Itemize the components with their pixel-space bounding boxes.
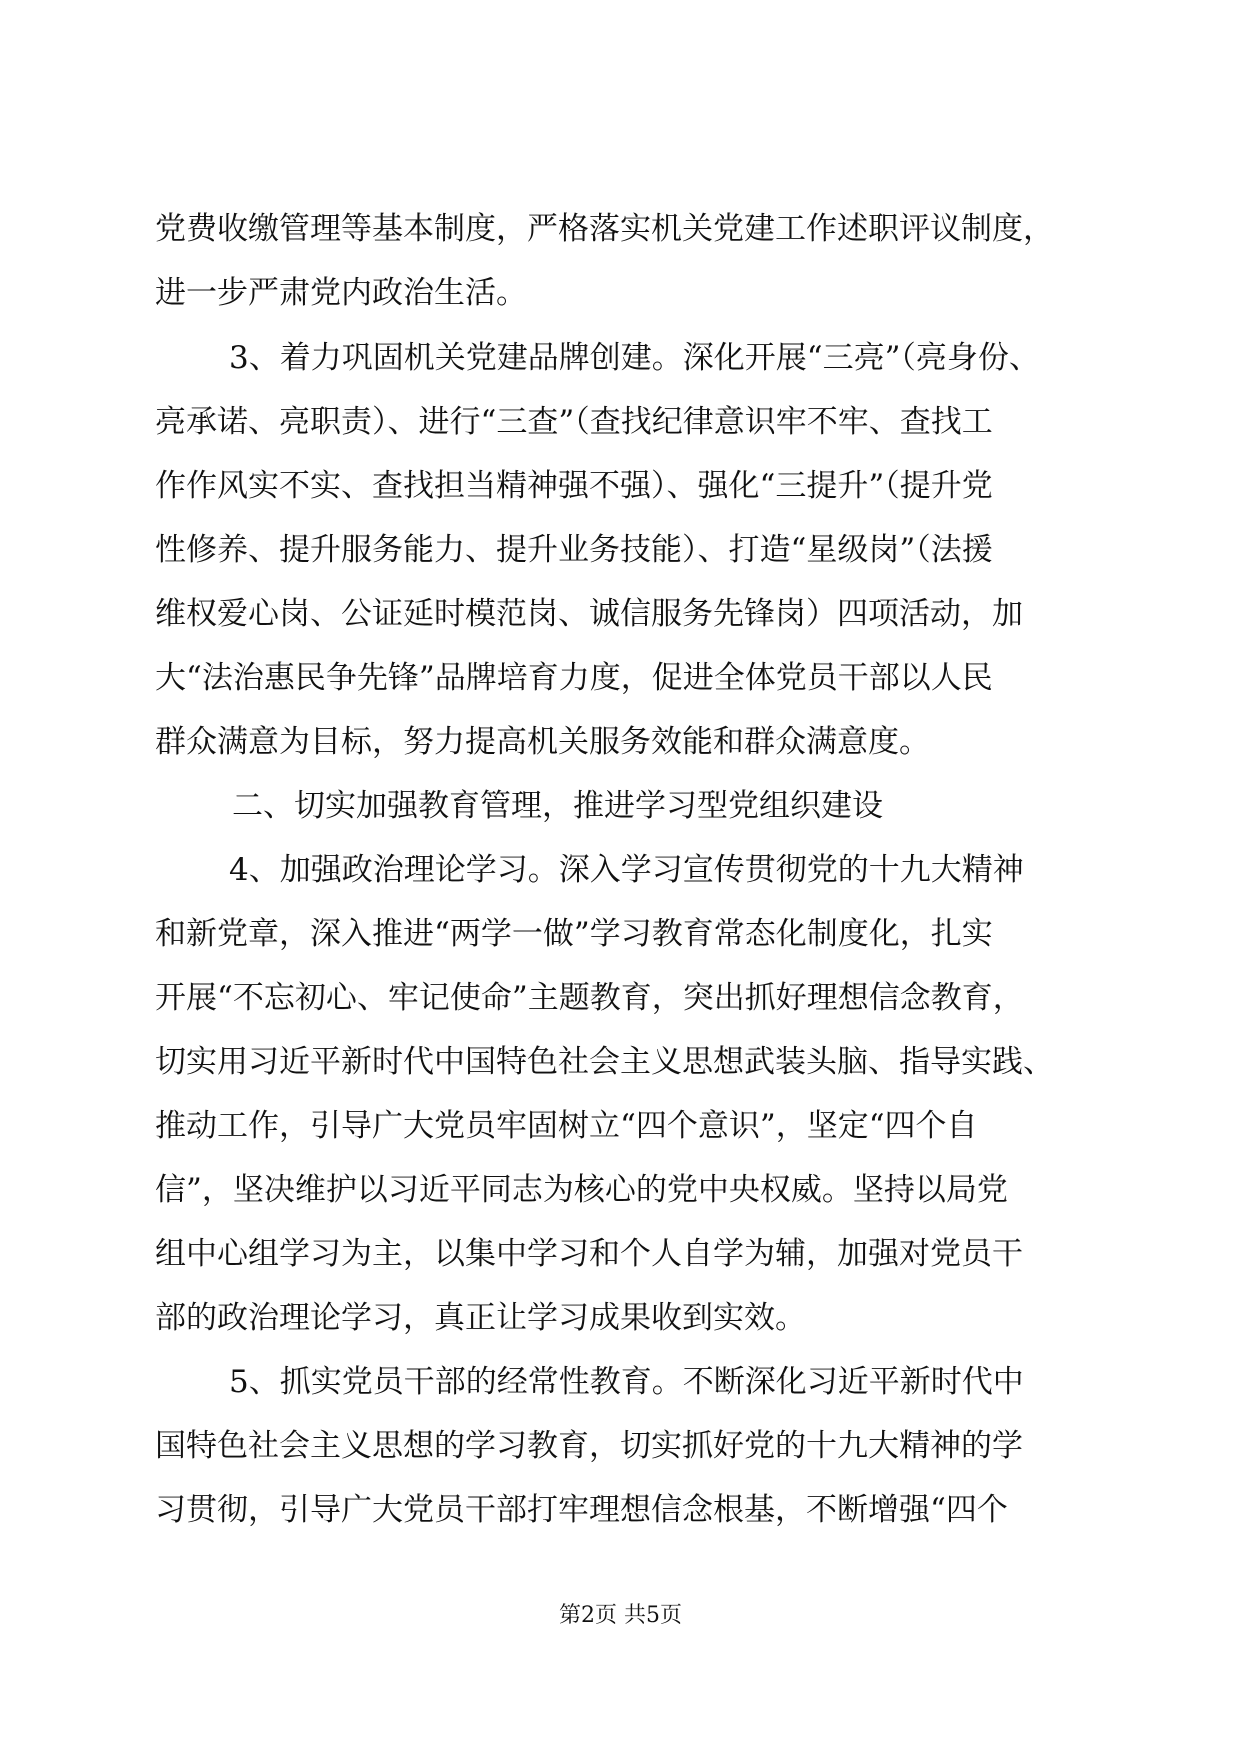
body-text-line: 习贯彻，引导广大党员干部打牢理想信念根基，不断增强“四个 [155,1492,1008,1528]
page-number-footer: 第2页 共5页 [559,1603,682,1628]
body-text-line: 开展“不忘初心、牢记使命”主题教育，突出抓好理想信念教育， [155,980,1024,1016]
body-text-line: 切实用习近平新时代中国特色社会主义思想武装头脑、指导实践、 [155,1044,1054,1080]
body-text-line: 进一步严肃党内政治生活。 [155,275,527,311]
body-text-line: 4、加强政治理论学习。深入学习宣传贯彻党的十九大精神 [229,852,1024,888]
body-text-line: 大“法治惠民争先锋”品牌培育力度，促进全体党员干部以人民 [155,660,993,696]
body-text-line: 部的政治理论学习，真正让学习成果收到实效。 [155,1300,806,1336]
body-text-line: 群众满意为目标，努力提高机关服务效能和群众满意度。 [155,724,930,760]
body-text-line: 组中心组学习为主，以集中学习和个人自学为辅，加强对党员干 [155,1236,1023,1272]
body-text-line: 信”，坚决维护以习近平同志为核心的党中央权威。坚持以局党 [155,1172,1008,1208]
body-text-line: 维权爱心岗、公证延时模范岗、诚信服务先锋岗）四项活动，加 [155,596,1023,632]
body-text-line: 国特色社会主义思想的学习教育，切实抓好党的十九大精神的学 [155,1428,1023,1464]
body-text-line: 和新党章，深入推进“两学一做”学习教育常态化制度化，扎实 [155,916,993,952]
body-text-line: 推动工作，引导广大党员牢固树立“四个意识”，坚定“四个自 [155,1108,978,1144]
body-text-line: 亮承诺、亮职责）、进行“三查”（查找纪律意识牢不牢、查找工 [155,404,993,440]
body-text-line: 3、着力巩固机关党建品牌创建。深化开展“三亮”（亮身份、 [229,340,1040,376]
body-text-line: 党费收缴管理等基本制度，严格落实机关党建工作述职评议制度， [155,211,1054,247]
body-text-line: 性修养、提升服务能力、提升业务技能）、打造“星级岗”（法援 [155,532,993,568]
section-heading: 二、切实加强教育管理，推进学习型党组织建设 [232,788,883,824]
body-text-line: 5、抓实党员干部的经常性教育。不断深化习近平新时代中 [229,1364,1024,1400]
body-text-line: 作作风实不实、查找担当精神强不强）、强化“三提升”（提升党 [155,468,993,504]
